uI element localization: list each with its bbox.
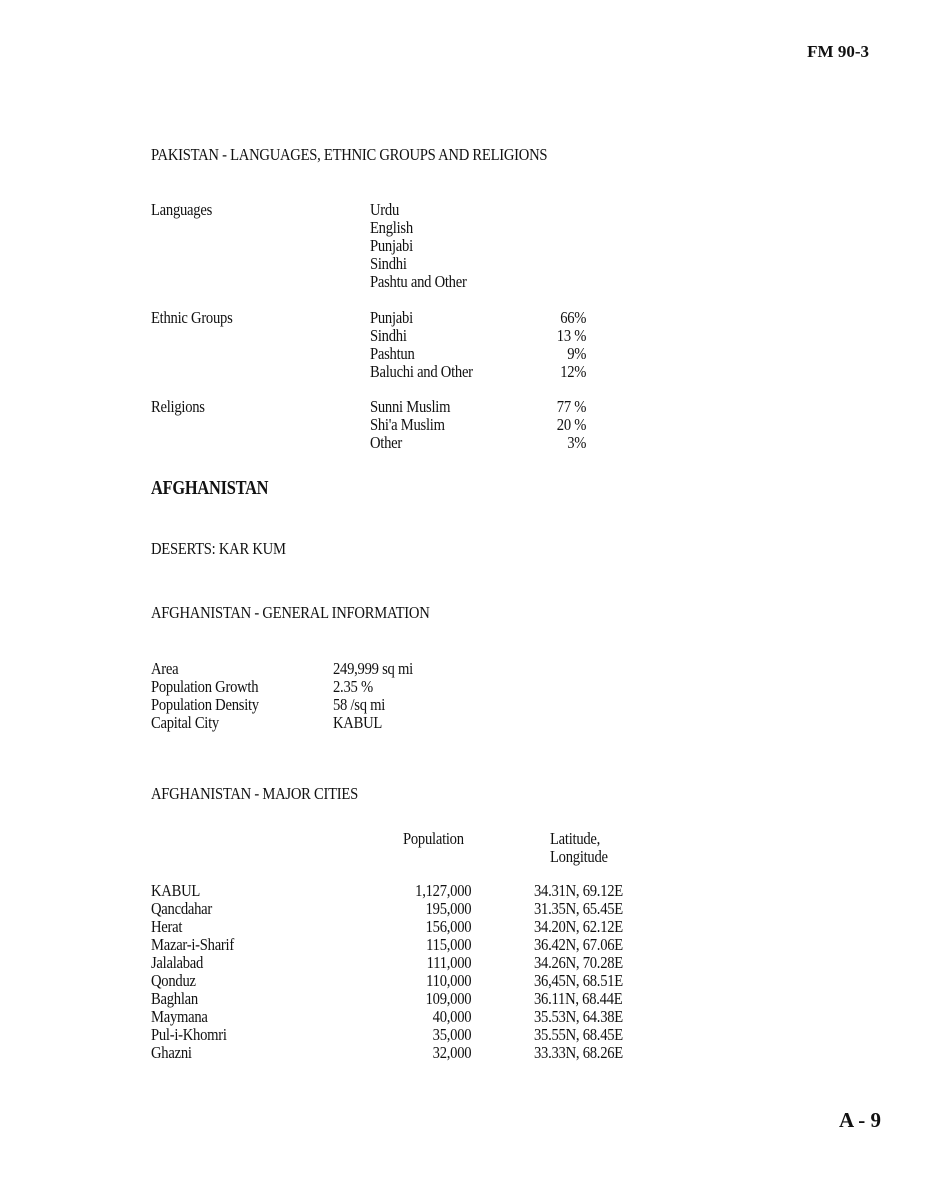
city-latlong-column (534, 882, 623, 1062)
city-name: Jalalabad (151, 953, 204, 972)
city-population: 32,000 (432, 1043, 471, 1062)
city-population: 110,000 (425, 971, 471, 990)
city-latlong: 35.55N, 68.45E (534, 1025, 623, 1044)
languages-label: Languages (151, 200, 213, 219)
ethnic-groups-label: Ethnic Groups (151, 308, 233, 327)
language-item: Punjabi (370, 236, 413, 255)
language-item: Urdu (370, 200, 400, 219)
general-info-label: Population Growth (151, 677, 259, 696)
city-latlong: 34.20N, 62.12E (534, 917, 623, 936)
pakistan-section-title: PAKISTAN - LANGUAGES, ETHNIC GROUPS AND RELIGIONS (151, 145, 548, 164)
general-info-labels (151, 660, 259, 732)
language-item: Sindhi (370, 254, 407, 273)
page-number: A - 9 (839, 1108, 881, 1132)
language-item: English (370, 218, 413, 237)
major-cities-title: AFGHANISTAN - MAJOR CITIES (151, 784, 358, 803)
city-population: 35,000 (432, 1025, 471, 1044)
religion-percent: 20 % (556, 415, 586, 434)
language-item: Pashtu and Other (370, 272, 467, 291)
languages-list (370, 201, 467, 291)
city-latlong: 33.33N, 68.26E (534, 1043, 623, 1062)
city-population: 195,000 (425, 899, 471, 918)
ethnic-group-percent: 66% (559, 308, 586, 327)
city-latlong: 34.31N, 69.12E (534, 881, 623, 900)
city-name: Pul-i-Khomri (151, 1025, 227, 1044)
city-population-column (415, 882, 471, 1062)
city-population: 115,000 (425, 935, 471, 954)
religion-percent: 3% (567, 433, 586, 452)
religions-percents (557, 398, 586, 452)
city-name: Herat (151, 917, 183, 936)
general-info-value: 2.35 % (333, 677, 373, 696)
city-name: KABUL (151, 881, 201, 900)
ethnic-group-percent: 9% (567, 344, 586, 363)
city-population: 40,000 (432, 1007, 471, 1026)
city-latlong: 36,45N, 68.51E (534, 971, 623, 990)
religion-name: Sunni Muslim (370, 397, 451, 416)
city-latlong: 36.11N, 68.44E (534, 989, 623, 1008)
general-info-value: 249,999 sq mi (333, 659, 413, 678)
city-name: Qonduz (151, 971, 196, 990)
city-latlong: 36.42N, 67.06E (534, 935, 623, 954)
ethnic-groups-percents (557, 309, 586, 381)
religions-list (370, 398, 450, 452)
city-population: 109,000 (425, 989, 471, 1008)
city-latlong: 35.53N, 64.38E (534, 1007, 623, 1026)
ethnic-group-name: Sindhi (370, 326, 407, 345)
population-column-header: Population (403, 829, 464, 848)
city-name: Mazar-i-Sharif (151, 935, 234, 954)
city-latlong: 31.35N, 65.45E (534, 899, 623, 918)
general-info-label: Capital City (151, 713, 219, 732)
afghanistan-heading: AFGHANISTAN (151, 477, 269, 499)
ethnic-groups-list (370, 309, 473, 381)
city-population: 1,127,000 (414, 881, 471, 900)
city-population: 111,000 (426, 953, 471, 972)
general-info-title: AFGHANISTAN - GENERAL INFORMATION (151, 603, 430, 622)
ethnic-group-name: Pashtun (370, 344, 415, 363)
deserts-line: DESERTS: KAR KUM (151, 539, 286, 558)
city-name: Baghlan (151, 989, 198, 1008)
ethnic-group-percent: 13 % (556, 326, 586, 345)
city-population: 156,000 (425, 917, 471, 936)
city-name: Ghazni (151, 1043, 192, 1062)
religion-name: Other (370, 433, 403, 452)
general-info-label: Population Density (151, 695, 259, 714)
city-name: Qancdahar (151, 899, 212, 918)
general-info-label: Area (151, 659, 179, 678)
city-latlong: 34.26N, 70.28E (534, 953, 623, 972)
city-name: Maymana (151, 1007, 208, 1026)
general-info-value: KABUL (333, 713, 383, 732)
document-header: FM 90-3 (807, 42, 869, 61)
religion-name: Shi'a Muslim (370, 415, 445, 434)
latlong-column-header-line2: Longitude (550, 847, 608, 866)
religions-label: Religions (151, 397, 205, 416)
city-name-column (151, 882, 234, 1062)
latlong-column-header-line1: Latitude, (550, 829, 601, 848)
general-info-values (333, 660, 413, 732)
general-info-value: 58 /sq mi (333, 695, 386, 714)
ethnic-group-name: Punjabi (370, 308, 413, 327)
religion-percent: 77 % (556, 397, 586, 416)
ethnic-group-name: Baluchi and Other (370, 362, 473, 381)
ethnic-group-percent: 12% (559, 362, 586, 381)
